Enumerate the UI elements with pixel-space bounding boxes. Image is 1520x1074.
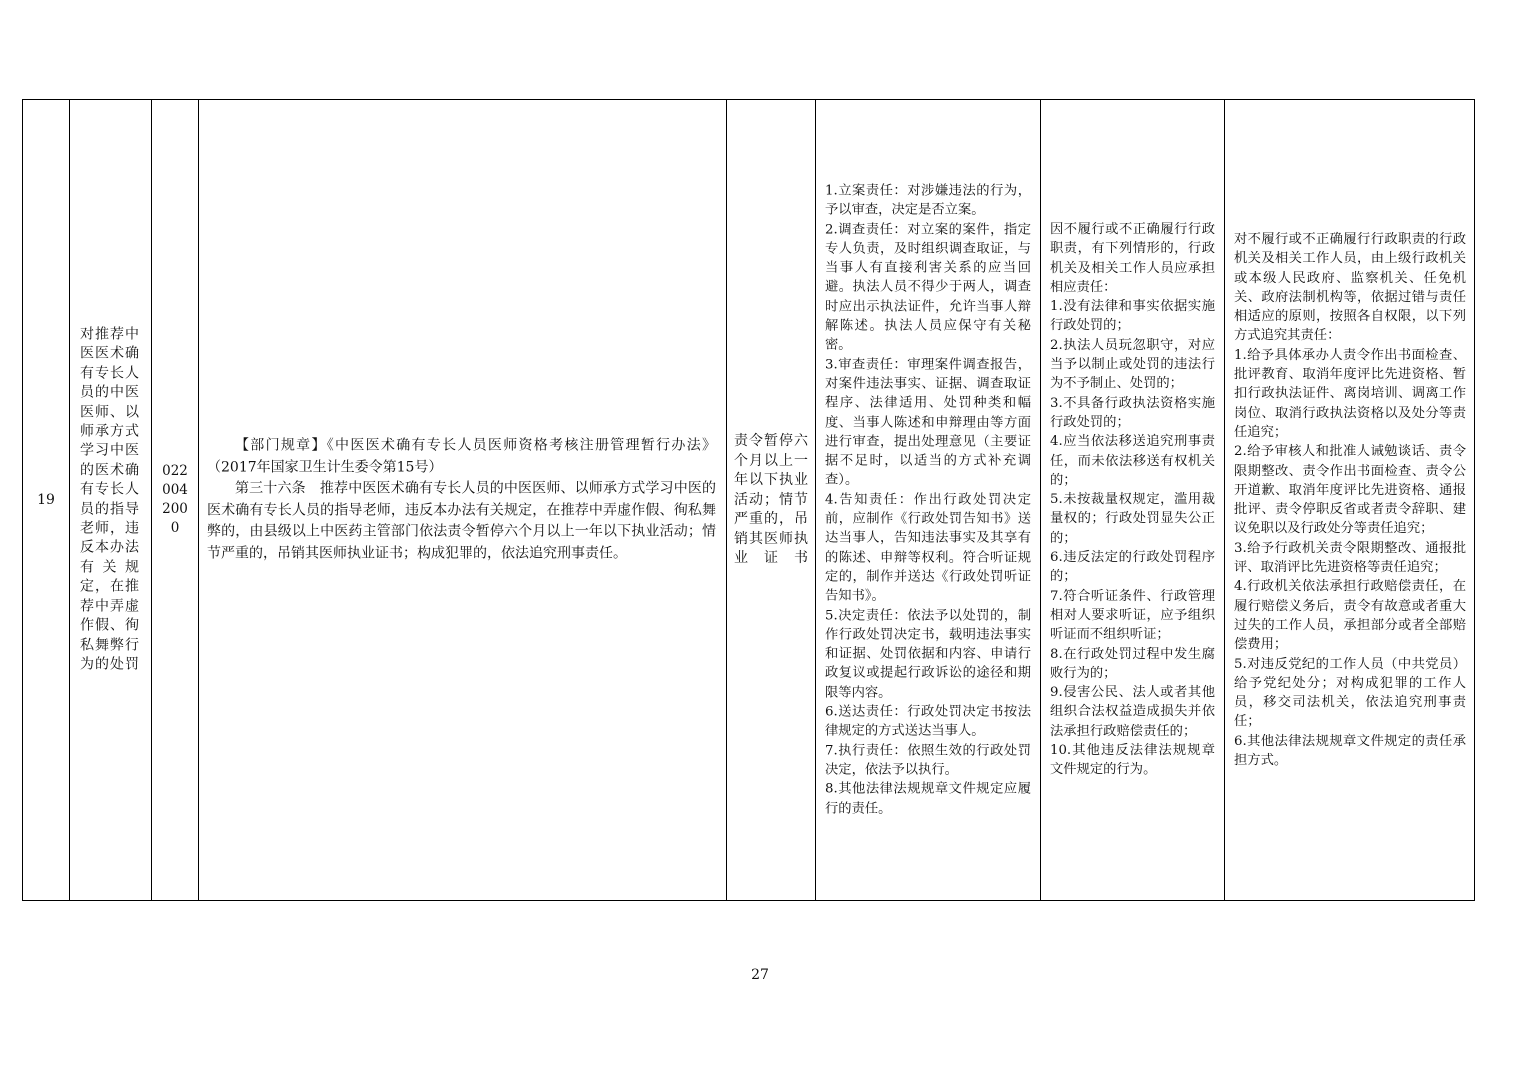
list-item: 5.决定责任：依法予以处罚的，制作行政处罚决定书，载明违法事实和证据、处罚依据和内容、申请行政复议或提起行政诉讼的途径和期限等内容。: [825, 608, 1031, 701]
list-item: 2.执法人员玩忽职守，对应当予以制止或处罚的违法行为不予制止、处罚的；: [1050, 337, 1215, 392]
list-item: 5.未按裁量权规定，滥用裁量权的；行政处罚显失公正的；: [1050, 492, 1215, 546]
column-pursuit: [1225, 100, 1476, 900]
responsibility-table: [22, 99, 1475, 901]
list-item: 9.侵害公民、法人或者其他组织合法权益造成损失并依法承担行政赔偿责任的；: [1050, 685, 1215, 739]
item-code: 0220042000: [162, 463, 188, 536]
list-item: 4.告知责任：作出行政处罚决定前，应制作《行政处罚告知书》送达当事人，告知违法事实及其享有的陈述、申辩等权利。符合听证规定的，制作并送达《行政处罚听证告知书》。: [825, 492, 1031, 604]
item-name: 对推荐中医医术确有专长人员的中医医师、以师承方式学习中医的医术确有专长人员的指导老师，违反本办法有关规定，在推荐中弄虚作假、徇私舞弊行为的处罚: [80, 326, 139, 673]
list-item: 5.对违反党纪的工作人员（中共党员）给予党纪处分；对构成犯罪的工作人员，移交司法机关，依法追究刑事责任；: [1234, 656, 1466, 730]
list-item: 3.审查责任：审理案件调查报告，对案件违法事实、证据、调查取证程序、法律适用、处罚种类和幅度、当事人陈述和申辩理由等方面进行审查，提出处理意见（主要证据不足时，以适当的方式补充调查）。: [825, 357, 1031, 489]
page-number: 27: [751, 967, 769, 983]
list-item: 2.调查责任：对立案的案件，指定专人负责，及时组织调查取证，与当事人有直接利害关系的应当回避。执法人员不得少于两人，调查时应出示执法证件，允许当事人辩解陈述。执法人员应保守有关秘密。: [825, 222, 1031, 353]
accountability-intro: 因不履行或不正确履行行政职责，有下列情形的，行政机关及相关工作人员应承担相应责任：: [1050, 222, 1215, 296]
column-penalty: [727, 100, 816, 900]
list-item: 8.在行政处罚过程中发生腐败行为的；: [1050, 646, 1215, 682]
list-item: 4.行政机关依法承担行政赔偿责任，在履行赔偿义务后，责令有故意或者重大过失的工作人员，承担部分或者全部赔偿费用；: [1234, 579, 1466, 653]
legal-basis-article: 第三十六条 推荐中医医术确有专长人员的中医医师、以师承方式学习中医的医术确有专长人员的指导老师，违反本办法有关规定，在推荐中弄虚作假、徇私舞弊的，由县级以上中医药主管部门依法责令暂停六个月以上一年以下执业活动；情节严重的，吊销其医师执业证书；构成犯罪的，依法追究刑事责任。: [207, 480, 716, 561]
penalty-text: 责令暂停六个月以上一年以下执业活动；情节严重的，吊销其医师执业证书: [734, 432, 808, 566]
list-item: 6.其他法律法规规章文件规定的责任承担方式。: [1234, 733, 1466, 768]
column-responsibilities: [816, 100, 1041, 900]
list-item: 2.给予审核人和批准人诫勉谈话、责令限期整改、责令作出书面检查、责令公开道歉、取消年度评比先进资格、通报批评、责令停职反省或者责令辞职、建议免职以及行政处分等责任追究；: [1234, 444, 1466, 537]
column-number: [23, 100, 70, 900]
pursuit-intro: 对不履行或不正确履行行政职责的行政机关及相关工作人员，由上级行政机关或本级人民政府、监察机关、任免机关、政府法制机构等，依据过错与责任相适应的原则，按照各自权限，以下列方式追究其责任：: [1234, 231, 1466, 344]
row-number: 19: [37, 492, 55, 508]
list-item: 10.其他违反法律法规规章文件规定的行为。: [1050, 743, 1215, 778]
list-item: 4.应当依法移送追究刑事责任，而未依法移送有权机关的；: [1050, 434, 1215, 489]
column-item-name: [70, 100, 152, 900]
list-item: 1.给予具体承办人责令作出书面检查、批评教育、取消年度评比先进资格、暂扣行政执法证件、离岗培训、调离工作岗位、取消行政执法资格以及处分等责任追究；: [1234, 347, 1466, 440]
list-item: 1.立案责任：对涉嫌违法的行为，予以审查，决定是否立案。: [825, 183, 1031, 218]
list-item: 6.违反法定的行政处罚程序的；: [1050, 550, 1215, 585]
list-item: 7.执行责任：依照生效的行政处罚决定，依法予以执行。: [825, 743, 1031, 778]
list-item: 3.不具备行政执法资格实施行政处罚的；: [1050, 395, 1215, 431]
responsibility-list: [825, 182, 1031, 819]
column-code: [152, 100, 199, 900]
list-item: 1.没有法律和事实依据实施行政处罚的；: [1050, 299, 1215, 334]
column-legal-basis: [199, 100, 727, 900]
accountability-list: [1050, 220, 1215, 780]
legal-basis-title: 【部门规章】《中医医术确有专长人员医师资格考核注册管理暂行办法》（2017年国家卫生计生委令第15号）: [207, 437, 716, 475]
list-item: 7.符合听证条件、行政管理相对人要求听证，应予组织听证而不组织听证；: [1050, 588, 1215, 643]
legal-basis: [207, 436, 716, 565]
list-item: 3.给予行政机关责令限期整改、通报批评、取消评比先进资格等责任追究；: [1234, 540, 1466, 575]
list-item: 6.送达责任：行政处罚决定书按法律规定的方式送达当事人。: [825, 704, 1031, 739]
list-item: 8.其他法律法规规章文件规定应履行的责任。: [825, 781, 1031, 817]
pursuit-list: [1234, 230, 1466, 770]
column-accountability: [1041, 100, 1225, 900]
